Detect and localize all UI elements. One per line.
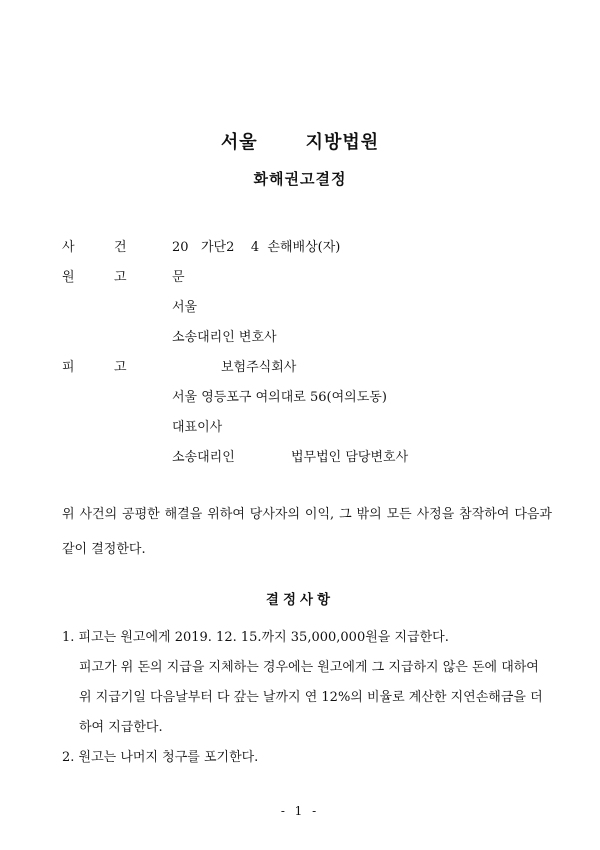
- intro-paragraph: 위 사건의 공평한 해결을 위하여 당사자의 이익, 그 밖의 모든 사정을 참작하여 다음과 같이 결정한다.: [62, 507, 552, 557]
- decision-item-1-line-3: 위 지급기일 다음날부터 다 갚는 날까지 연 12%의 비율로 계산한 지연손해금을 더: [79, 690, 543, 705]
- defendant-agent-firm: 법무법인 담당변호사: [291, 450, 409, 465]
- decision-item-1: 1. 피고는 원고에게 2019. 12. 15.까지 35,000,000원을 지급한다.: [62, 630, 449, 645]
- decision-heading: 결정사항: [265, 592, 335, 608]
- plaintiff-agent: 소송대리인 변호사: [172, 330, 277, 345]
- decision-item-1-line-4: 하여 지급한다.: [79, 720, 163, 735]
- court-name-type: 지방법원: [305, 132, 380, 153]
- case-number-year: 20: [172, 240, 189, 255]
- defendant-label-2: 고: [114, 360, 127, 375]
- defendant-name: 보험주식회사: [221, 360, 297, 375]
- case-label-2: 건: [114, 240, 127, 255]
- defendant-label-1: 피: [62, 360, 75, 375]
- plaintiff-label-1: 원: [62, 270, 75, 285]
- plaintiff-name: 문: [172, 270, 185, 285]
- plaintiff-label-2: 고: [114, 270, 127, 285]
- defendant-agent-label: 소송대리인: [172, 450, 235, 465]
- case-number-seq: 4: [250, 240, 260, 255]
- decision-title: 화해권고결정: [253, 170, 347, 188]
- case-number: [172, 236, 340, 255]
- page-number: - 1 -: [280, 804, 320, 818]
- court-name: [0, 128, 600, 154]
- court-name-city: 서울: [220, 132, 258, 153]
- case-name: 손해배상(자): [267, 240, 341, 255]
- case-number-type: 가단2: [200, 240, 235, 255]
- case-label-1: 사: [62, 240, 75, 255]
- decision-item-2: 2. 원고는 나머지 청구를 포기한다.: [62, 750, 259, 765]
- defendant-address: 서울 영등포구 여의대로 56(여의도동): [172, 390, 387, 405]
- decision-item-1-line-2: 피고가 위 돈의 지급을 지체하는 경우에는 원고에게 그 지급하지 않은 돈에 대하여: [79, 660, 539, 675]
- defendant-representative: 대표이사: [172, 420, 223, 435]
- plaintiff-address: 서울: [172, 300, 198, 315]
